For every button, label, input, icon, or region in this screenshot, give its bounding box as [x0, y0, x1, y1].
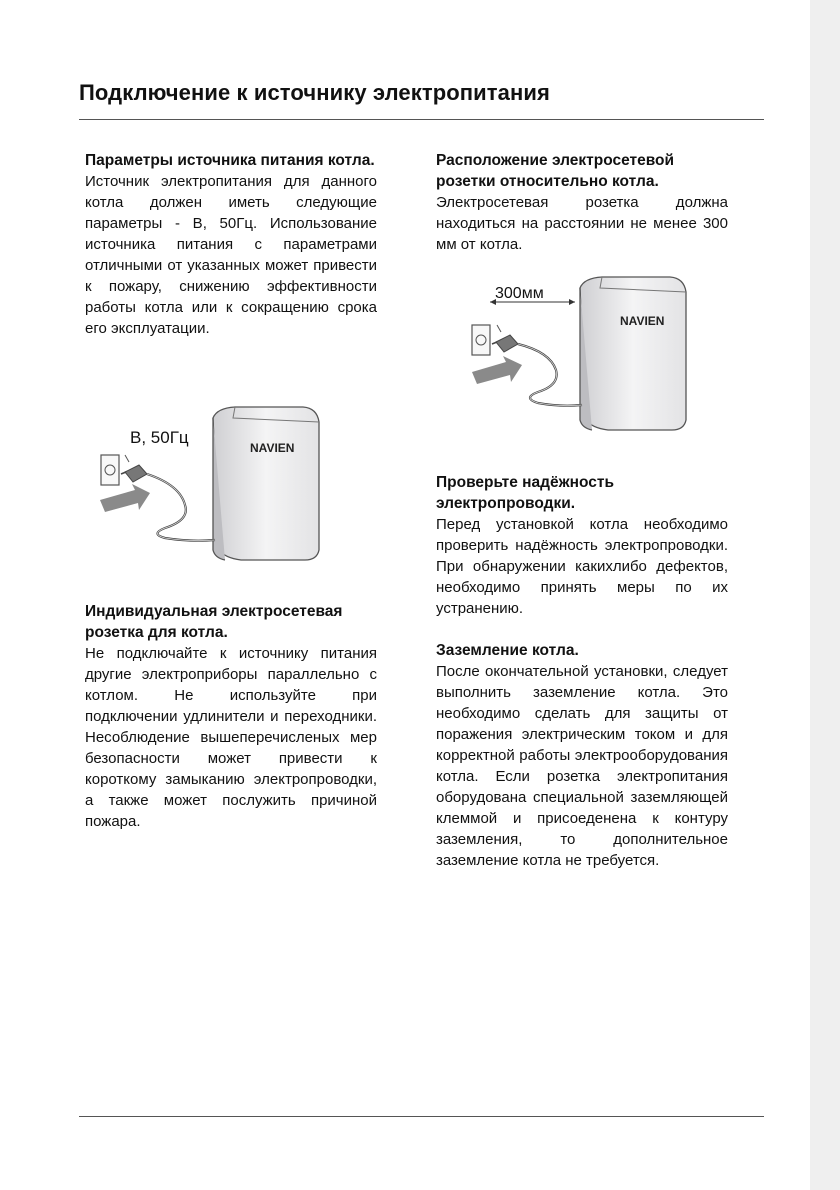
section-power-parameters — [85, 150, 377, 339]
voltage-label: В, 50Гц — [130, 428, 189, 447]
section-grounding — [436, 640, 728, 871]
brand-logo: NAVIEN — [620, 314, 665, 328]
section-wiring-check — [436, 472, 728, 619]
section-text: Электросетевая розетка должна находиться на расстоянии не менее 300 мм от котла. — [436, 194, 728, 253]
footer-divider — [79, 1116, 764, 1117]
section-heading: Заземление котла. — [436, 642, 579, 659]
section-heading: Расположение электросетевой розетки относительно котла. — [436, 152, 675, 190]
section-text: Не подключайте к источнику питания другие электроприборы параллельно с котлом. Не используйте при подключении удлинители и переходники. Несоблюдение вышеперечисленых мер безопасности может привести к короткому замыканию электропроводки, а также может послужить причиной пожара. — [85, 645, 377, 830]
section-text: Источник электропитания для данного котла должен иметь следующие параметры - В, 50Гц. Использование источника питания с параметрами отличными от указанных может привести к пожару, снижению эффективности работы котла или к сокращению срока его эксплуатации. — [85, 173, 377, 337]
section-individual-outlet — [85, 601, 377, 832]
boiler-plug-drawing — [95, 400, 325, 570]
distance-label: 300мм — [495, 285, 544, 302]
section-heading: Проверьте надёжность электропроводки. — [436, 474, 614, 512]
section-text: Перед установкой котла необходимо проверить надёжность электропроводки. При обнаружении какихлибо дефектов, необходимо принять меры по их устранению. — [436, 516, 728, 617]
page-title: Подключение к источнику электропитания — [79, 80, 550, 105]
brand-logo: NAVIEN — [250, 441, 295, 455]
section-heading: Индивидуальная электросетевая розетка для котла. — [85, 603, 343, 641]
title-divider — [79, 119, 764, 120]
section-heading: Параметры источника питания котла. — [85, 152, 375, 169]
section-text: После окончательной установки, следует выполнить заземление котла. Это необходимо сделать для защиты от поражения электрическим током и для корректной работы электрооборудования котла. Если розетка электропитания оборудована специальной заземляющей клеммой и присоеденена к контуру заземления, то дополнительное заземление котла не требуется. — [436, 663, 728, 869]
page-edge-strip — [810, 0, 840, 1190]
boiler-plug-illustration — [95, 400, 325, 570]
outlet-distance-illustration — [460, 270, 700, 440]
section-outlet-location — [436, 150, 728, 255]
